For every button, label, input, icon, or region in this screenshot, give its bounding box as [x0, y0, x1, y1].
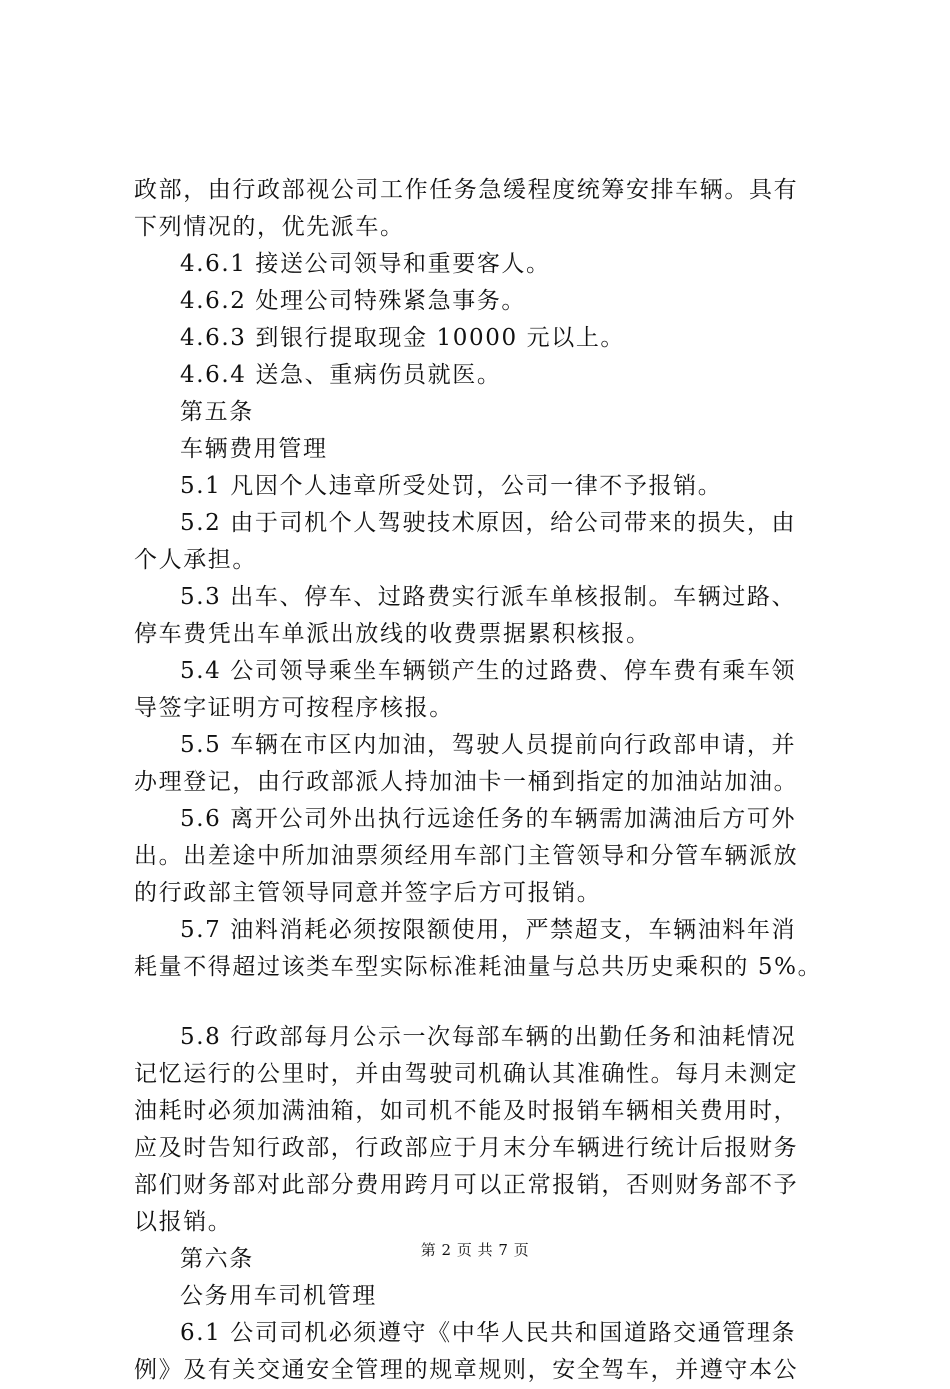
text-line: 5.5 车辆在市区内加油，驾驶人员提前向行政部申请，并 [180, 732, 797, 758]
text-line: 应及时告知行政部，行政部应于月末分车辆进行统计后报财务 [134, 1135, 799, 1161]
text-line: 5.6 离开公司外出执行远途任务的车辆需加满油后方可外 [180, 806, 797, 832]
text-line: 以报销。 [134, 1209, 233, 1235]
text-line: 办理登记，由行政部派人持加油卡一桶到指定的加油站加油。 [134, 769, 799, 795]
text-line: 6.1 公司司机必须遵守《中华人民共和国道路交通管理条 [180, 1320, 797, 1346]
section-title: 公务用车司机管理 [180, 1283, 377, 1309]
document-body [134, 172, 830, 1389]
text-line: 政部，由行政部视公司工作任务急缓程度统筹安排车辆。具有 [134, 177, 799, 203]
section-title: 车辆费用管理 [180, 436, 328, 462]
text-line: 5.3 出车、停车、过路费实行派车单核报制。车辆过路、 [180, 584, 797, 610]
text-line: 耗量不得超过该类车型实际标准耗油量与总共历史乘积的 5%。 [134, 954, 823, 980]
text-line: 5.8 行政部每月公示一次每部车辆的出勤任务和油耗情况 [180, 1024, 797, 1050]
text-line: 5.7 油料消耗必须按限额使用，严禁超支，车辆油料年消 [180, 917, 797, 943]
section-heading: 第五条 [180, 399, 254, 425]
text-line: 5.2 由于司机个人驾驶技术原因，给公司带来的损失，由 [180, 510, 797, 536]
text-line: 例》及有关交通安全管理的规章规则，安全驾车，并遵守本公 [134, 1357, 799, 1383]
text-line: 的行政部主管领导同意并签字后方可报销。 [134, 880, 602, 906]
text-line: 部们财务部对此部分费用跨月可以正常报销，否则财务部不予 [134, 1172, 799, 1198]
text-line: 导签字证明方可按程序核报。 [134, 695, 454, 721]
text-line: 4.6.1 接送公司领导和重要客人。 [180, 251, 551, 277]
text-line: 4.6.3 到银行提取现金 10000 元以上。 [180, 325, 626, 351]
text-line: 5.1 凡因个人违章所受处罚，公司一律不予报销。 [180, 473, 723, 499]
text-line: 4.6.2 处理公司特殊紧急事务。 [180, 288, 527, 314]
text-line: 油耗时必须加满油箱，如司机不能及时报销车辆相关费用时， [134, 1098, 799, 1124]
text-line: 5.4 公司领导乘坐车辆锁产生的过路费、停车费有乘车领 [180, 658, 797, 684]
text-line: 停车费凭出车单派出放线的收费票据累积核报。 [134, 621, 651, 647]
text-line: 下列情况的，优先派车。 [134, 214, 405, 240]
page-number-footer: 第 2 页 共 7 页 [420, 1241, 530, 1259]
text-line: 记忆运行的公里时，并由驾驶司机确认其准确性。每月未测定 [134, 1061, 799, 1087]
text-line: 出。出差途中所加油票须经用车部门主管领导和分管车辆派放 [134, 843, 799, 869]
text-line: 个人承担。 [134, 547, 257, 573]
paragraph-gap [134, 986, 830, 1019]
text-line: 4.6.4 送急、重病伤员就医。 [180, 362, 502, 388]
section-heading: 第六条 [180, 1246, 254, 1272]
